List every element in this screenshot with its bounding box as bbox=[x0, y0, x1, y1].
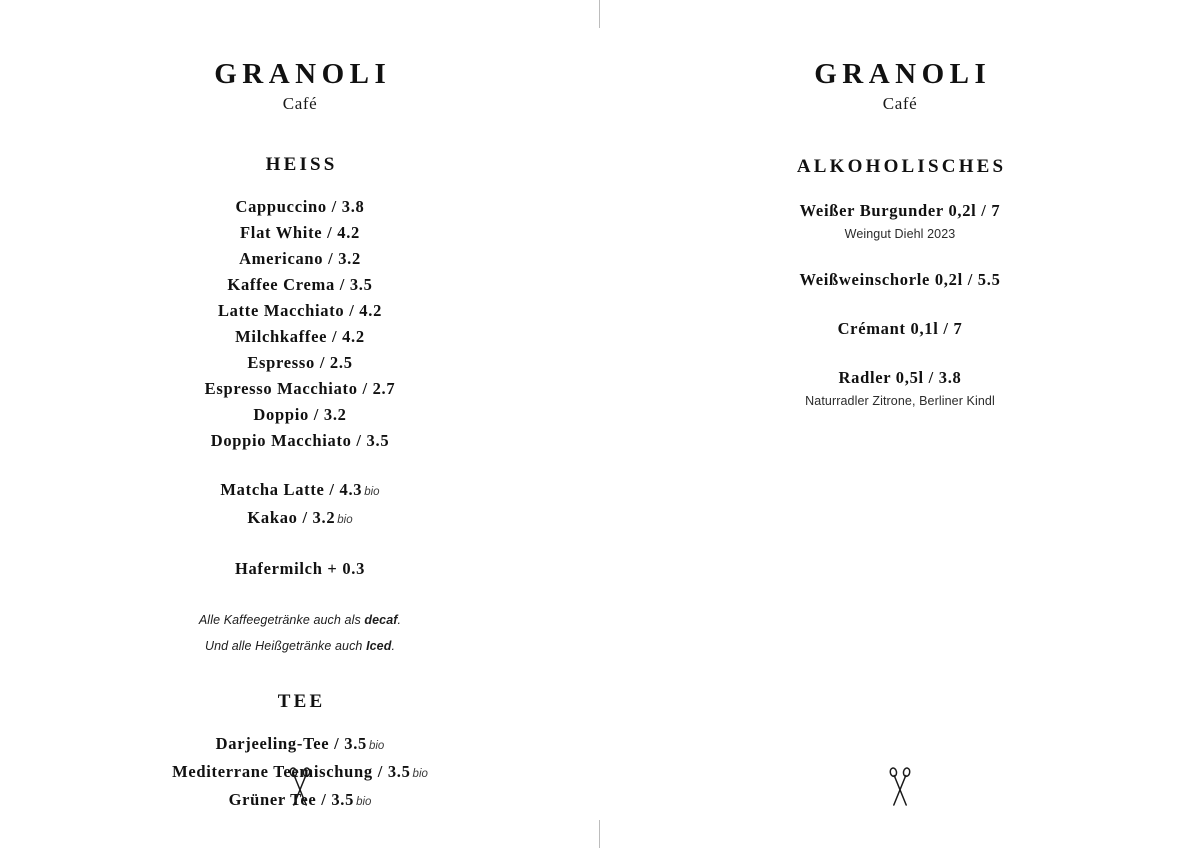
menu-item: Kakao / 3.2 bio bbox=[247, 508, 353, 527]
menu-item: Espresso Macchiato / 2.7 bbox=[204, 379, 396, 398]
footer-ornament-left bbox=[0, 766, 600, 810]
menu-item: Latte Macchiato / 4.2 bbox=[217, 301, 383, 320]
menu-item: Kaffee Crema / 3.5 bbox=[227, 275, 373, 294]
alkoholisches-entry bbox=[600, 267, 1200, 293]
menu-item: Mediterrane Teemischung / 3.5 bio bbox=[172, 762, 428, 781]
footnote: Alle Kaffeegetränke auch als decaf. bbox=[198, 613, 402, 627]
brand-subtitle-right: Café bbox=[882, 94, 918, 113]
section-title-tee: TEE bbox=[277, 691, 326, 712]
bio-tag: bio bbox=[368, 740, 385, 752]
menu-item: Doppio Macchiato / 3.5 bbox=[210, 431, 390, 450]
menu-item: Radler 0,5l / 3.8 bbox=[838, 368, 962, 387]
brand-title-right: GRANOLI bbox=[814, 58, 992, 90]
heiss-group-bio bbox=[0, 477, 600, 533]
menu-item-description: Naturradler Zitrone, Berliner Kindl bbox=[805, 394, 995, 408]
section-heiss bbox=[0, 154, 600, 659]
crossed-stirrers-icon bbox=[885, 766, 915, 810]
bio-tag: bio bbox=[356, 796, 372, 808]
footnote: Und alle Heißgetränke auch Iced. bbox=[204, 639, 396, 653]
menu-item: Hafermilch + 0.3 bbox=[234, 559, 366, 578]
section-title-alkoholisches: ALKOHOLISCHES bbox=[796, 156, 1007, 177]
right-page-content bbox=[600, 0, 1200, 411]
menu-item: Darjeeling-Tee / 3.5 bio bbox=[215, 734, 385, 753]
menu-item: Milchkaffee / 4.2 bbox=[235, 327, 365, 346]
heiss-group-coffee bbox=[0, 194, 600, 454]
menu-item: Cappuccino / 3.8 bbox=[235, 197, 365, 216]
brand-subtitle-left: Café bbox=[282, 94, 318, 113]
section-alkoholisches bbox=[600, 156, 1200, 411]
alkoholisches-entry bbox=[600, 316, 1200, 342]
section-title-heiss: HEISS bbox=[265, 154, 338, 175]
menu-item: Weißweinschorle 0,2l / 5.5 bbox=[799, 270, 1001, 289]
crossed-stirrers-icon bbox=[285, 766, 315, 810]
menu-item: Crémant 0,1l / 7 bbox=[837, 319, 963, 338]
menu-item: Americano / 3.2 bbox=[239, 249, 361, 268]
alkoholisches-entry bbox=[600, 365, 1200, 411]
menu-item: Flat White / 4.2 bbox=[240, 223, 360, 242]
bio-tag: bio bbox=[364, 486, 380, 498]
menu-item-description: Weingut Diehl 2023 bbox=[844, 227, 956, 241]
brand-title-left: GRANOLI bbox=[214, 58, 392, 90]
menu-page-right bbox=[600, 0, 1200, 848]
menu-item: Doppio / 3.2 bbox=[253, 405, 347, 424]
menu-item: Espresso / 2.5 bbox=[247, 353, 353, 372]
menu-item: Weißer Burgunder 0,2l / 7 bbox=[799, 201, 1001, 220]
bio-tag: bio bbox=[337, 514, 353, 526]
heiss-footnotes bbox=[0, 607, 600, 659]
menu-item: Grüner Tee / 3.5 bio bbox=[228, 790, 372, 809]
left-page-content bbox=[0, 0, 600, 815]
footer-ornament-right bbox=[600, 766, 1200, 810]
menu-item: Matcha Latte / 4.3 bio bbox=[220, 480, 380, 499]
heiss-group-addon bbox=[0, 556, 600, 582]
bio-tag: bio bbox=[412, 768, 428, 780]
alkoholisches-entry bbox=[600, 198, 1200, 244]
